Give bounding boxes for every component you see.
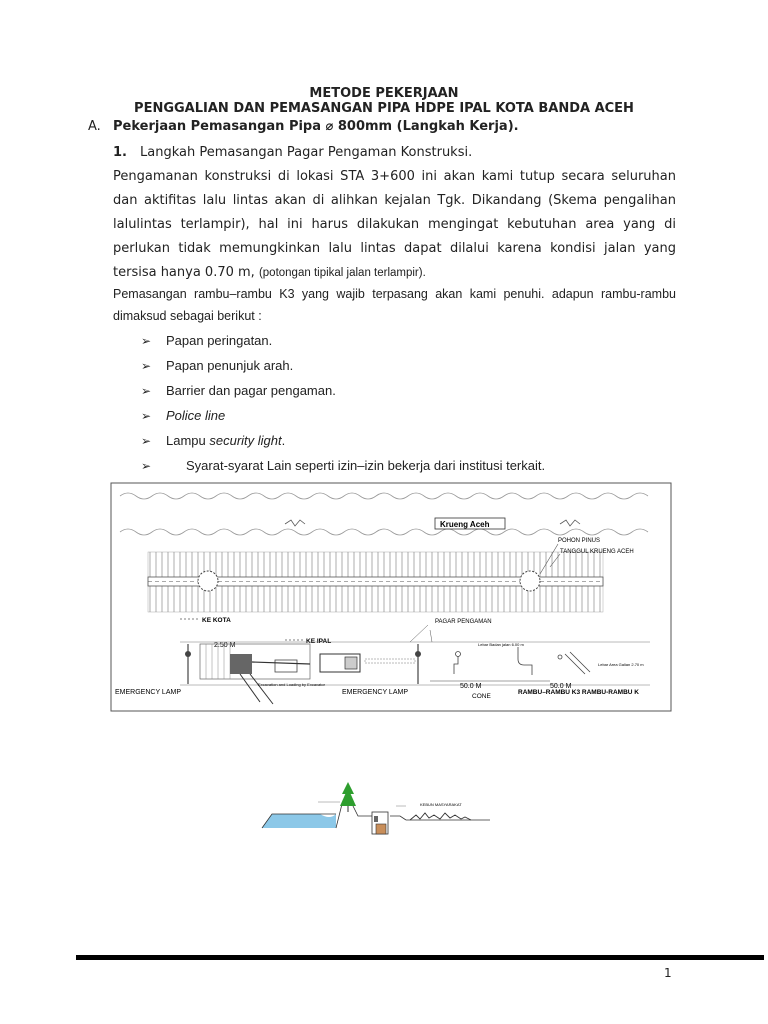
- cone-label: CONE: [472, 693, 491, 700]
- arrow-bullet-icon: ➢: [141, 409, 152, 423]
- section-letter: A.: [88, 119, 101, 134]
- dim-50a-label: 50.0 M: [460, 683, 482, 690]
- step-title: Langkah Pemasangan Pagar Pengaman Konstruksi.: [140, 145, 473, 160]
- cross-section-drawing: [260, 780, 490, 848]
- paragraph-1: [113, 165, 676, 285]
- tanggul-label: TANGGUL KRUENG ACEH: [560, 549, 634, 555]
- step-number: 1.: [113, 145, 127, 160]
- lebar-area-label: Lebar Area Galian 2.70 m: [598, 662, 644, 667]
- site-plan-drawing: [110, 482, 672, 712]
- emergency-lamp-label-2: EMERGENCY LAMP: [342, 689, 408, 696]
- list-item: ➢ Papan penunjuk arah.: [141, 353, 545, 378]
- arrow-bullet-icon: ➢: [141, 359, 152, 373]
- list-item: ➢ Syarat-syarat Lain seperti izin–izin bekerja dari institusi terkait.: [141, 453, 545, 478]
- arrow-bullet-icon: ➢: [141, 334, 152, 348]
- rambu-label: RAMBU–RAMBU K3 RAMBU-RAMBU K: [518, 689, 639, 696]
- pohon-label: POHON PINUS: [558, 538, 601, 544]
- emergency-lamp-label-1: EMERGENCY LAMP: [115, 689, 181, 696]
- arrow-bullet-icon: ➢: [141, 434, 152, 448]
- section-title: Pekerjaan Pemasangan Pipa ⌀ 800mm (Langkah Kerja).: [113, 119, 519, 134]
- page-number: 1: [664, 966, 672, 980]
- kebun-label: KEBUN MASYARAKAT: [420, 802, 462, 807]
- title-line-1: METODE PEKERJAAN: [309, 86, 459, 101]
- list-item: ➢ Papan peringatan.: [141, 328, 545, 353]
- paragraph-1-main: Pengamanan konstruksi di lokasi STA 3+600 ini akan kami tutup secara seluruhan dan aktifitas lalu lintas akan di alihkan kejalan Tgk. Dikandang (Skema pengalihan lalulintas terlampir), hal ini harus dilakukan mengingat kebutuhan area yang di perlukan tidak memungkinkan lalu lintas dapat dilalui karena kondisi jalan yang tersisa hanya 0.70 m,: [113, 169, 676, 280]
- lebar-badan-label: Lebar Badan jalan 6.00 m: [478, 642, 524, 647]
- arrow-bullet-icon: ➢: [141, 459, 152, 473]
- paragraph-2: Pemasangan rambu–rambu K3 yang wajib terpasang akan kami penuhi. adapun rambu-rambu dimaksud sebagai berikut :: [113, 287, 676, 323]
- list-item: ➢ Barrier dan pagar pengaman.: [141, 378, 545, 403]
- water-area: [262, 814, 336, 828]
- list-item: ➢ Lampu security light.: [141, 428, 545, 453]
- pagar-label: PAGAR PENGAMAN: [435, 619, 492, 625]
- footer-rule: [76, 955, 764, 960]
- excavation-label: Excavation and Loading by Excavator: [258, 682, 325, 687]
- ke-ipal-label: KE IPAL: [306, 638, 332, 645]
- river-label: Krueng Aceh: [440, 520, 490, 529]
- dim-50b-label: 50.0 M: [550, 683, 572, 690]
- dim-250-label: 2.50 M: [214, 642, 236, 649]
- title-line-2: PENGGALIAN DAN PEMASANGAN PIPA HDPE IPAL KOTA BANDA ACEH: [134, 101, 634, 116]
- arrow-bullet-icon: ➢: [141, 384, 152, 398]
- ke-kota-label: KE KOTA: [202, 617, 231, 624]
- list-item: ➢ Police line: [141, 403, 545, 428]
- paragraph-1-note: (potongan tipikal jalan terlampir).: [258, 267, 426, 279]
- bullet-list: [141, 328, 545, 478]
